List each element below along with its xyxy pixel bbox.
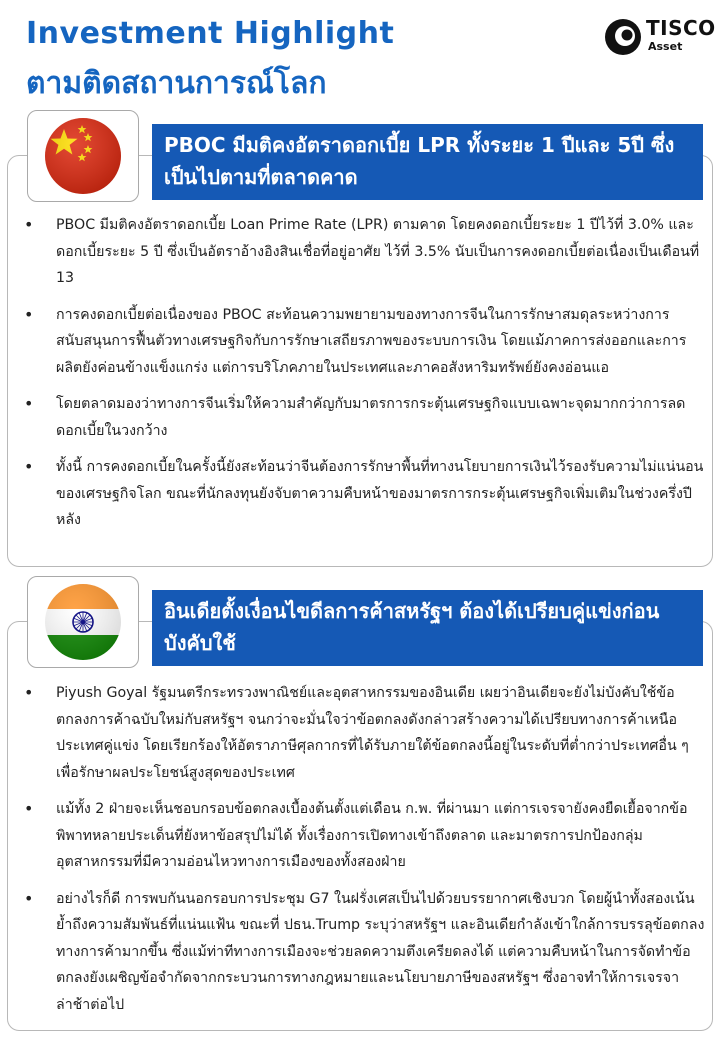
list-item: • ทั้งนี้ การคงดอกเบี้ยในครั้งนี้ยังสะท้อนว่าจีนต้องการรักษาพื้นที่ทางนโยบายการเงินไว้รองรับความไม่แน่นอนของเศรษฐกิจโลก ขณะที่นักลงทุนยังจับตาความคืบหน้าของมาตรการกระตุ้นเศรษฐกิจเพิ่มเติมในช่วงครึ่งปีหลัง	[22, 454, 706, 534]
list-item: • โดยตลาดมองว่าทางการจีนเริ่มให้ความสำคัญกับมาตรการกระตุ้นเศรษฐกิจแบบเฉพาะจุดมากกว่าการลดดอกเบี้ยในวงกว้าง	[22, 391, 706, 444]
list-item: • Piyush Goyal รัฐมนตรีกระทรวงพาณิชย์และอุตสาหกรรมของอินเดีย เผยว่าอินเดียจะยังไม่บังคับใช้ข้อตกลงการค้าฉบับใหม่กับสหรัฐฯ จนกว่าจะมั่นใจว่าข้อตกลงดังกล่าวสร้างความได้เปรียบทางการค้าเหนือประเทศคู่แข่ง โดยเรียกร้องให้อัตราภาษีศุลกากรที่ได้รับภายใต้ข้อตกลงนี้อยู่ในระดับที่ต่ำกว่าประเทศอื่น ๆ เพื่อรักษาผลประโยชน์สูงสุดของประเทศ	[22, 680, 706, 786]
list-item: • แม้ทั้ง 2 ฝ่ายจะเห็นชอบกรอบข้อตกลงเบื้องต้นตั้งแต่เดือน ก.พ. ที่ผ่านมา แต่การเจรจายังคงยืดเยื้อจากข้อพิพาทหลายประเด็นที่ยังหาข้อสรุปไม่ได้ ทั้งเรื่องการเปิดทางเข้าถึงตลาด และมาตรการปกป้องกลุ่มอุตสาหกรรมที่มีความอ่อนไหวทางการเมืองของทั้งสองฝ่าย	[22, 796, 706, 876]
page-title: Investment Highlight	[26, 16, 395, 51]
china-headline: PBOC มีมติคงอัตราดอกเบี้ย LPR ทั้งระยะ 1 ปีและ 5ปี ซึ่งเป็นไปตามที่ตลาดคาด	[152, 124, 703, 200]
china-bullet-list	[22, 212, 706, 544]
tisco-logo-icon	[604, 18, 642, 56]
india-flag-icon	[44, 583, 122, 661]
page-subtitle: ตามติดสถานการณ์โลก	[26, 66, 327, 101]
china-flag-frame	[27, 110, 139, 202]
list-item: • PBOC มีมติคงอัตราดอกเบี้ย Loan Prime Rate (LPR) ตามคาด โดยคงดอกเบี้ยระยะ 1 ปีไว้ที่ 3.0% และดอกเบี้ยระยะ 5 ปี ซึ่งเป็นอัตราอ้างอิงสินเชื่อที่อยู่อาศัย ไว้ที่ 3.5% นับเป็นการคงดอกเบี้ยต่อเนื่องเป็นเดือนที่ 13	[22, 212, 706, 292]
india-flag-frame	[27, 576, 139, 668]
china-flag-icon	[44, 117, 122, 195]
list-item: • อย่างไรก็ดี การพบกันนอกรอบการประชุม G7 ในฝรั่งเศสเป็นไปด้วยบรรยากาศเชิงบวก โดยผู้นำทั้งสองเน้นย้ำถึงความสัมพันธ์ที่แน่นแฟ้น ขณะที่ ปธน.Trump ระบุว่าสหรัฐฯ และอินเดียกำลังเข้าใกล้การบรรลุข้อตกลงทางการค้ามากขึ้น ซึ่งแม้ท่าทีทางการเมืองจะช่วยลดความตึงเครียดลงได้ แต่ความคืบหน้าในการจัดทำข้อตกลงยังเผชิญข้อจำกัดจากกระบวนการทางกฎหมายและนโยบายภาษีของสหรัฐฯ ซึ่งอาจทำให้การเจรจาล่าช้าต่อไป	[22, 886, 706, 1019]
india-bullet-list	[22, 680, 706, 1028]
list-item: • การคงดอกเบี้ยต่อเนื่องของ PBOC สะท้อนความพยายามของทางการจีนในการรักษาสมดุลระหว่างการสนับสนุนการฟื้นตัวทางเศรษฐกิจกับการรักษาเสถียรภาพของระบบการเงิน โดยแม้ภาคการส่งออกและการผลิตยังค่อนข้างแข็งแกร่ง แต่การบริโภคภายในประเทศและภาคอสังหาริมทรัพย์ยังคงอ่อนแอ	[22, 302, 706, 382]
tisco-logo	[604, 16, 714, 58]
logo-name: TISCO	[646, 16, 716, 40]
india-headline: อินเดียตั้งเงื่อนไขดีลการค้าสหรัฐฯ ต้องได้เปรียบคู่แข่งก่อนบังคับใช้	[152, 590, 703, 666]
logo-subtitle: Asset	[648, 40, 683, 53]
